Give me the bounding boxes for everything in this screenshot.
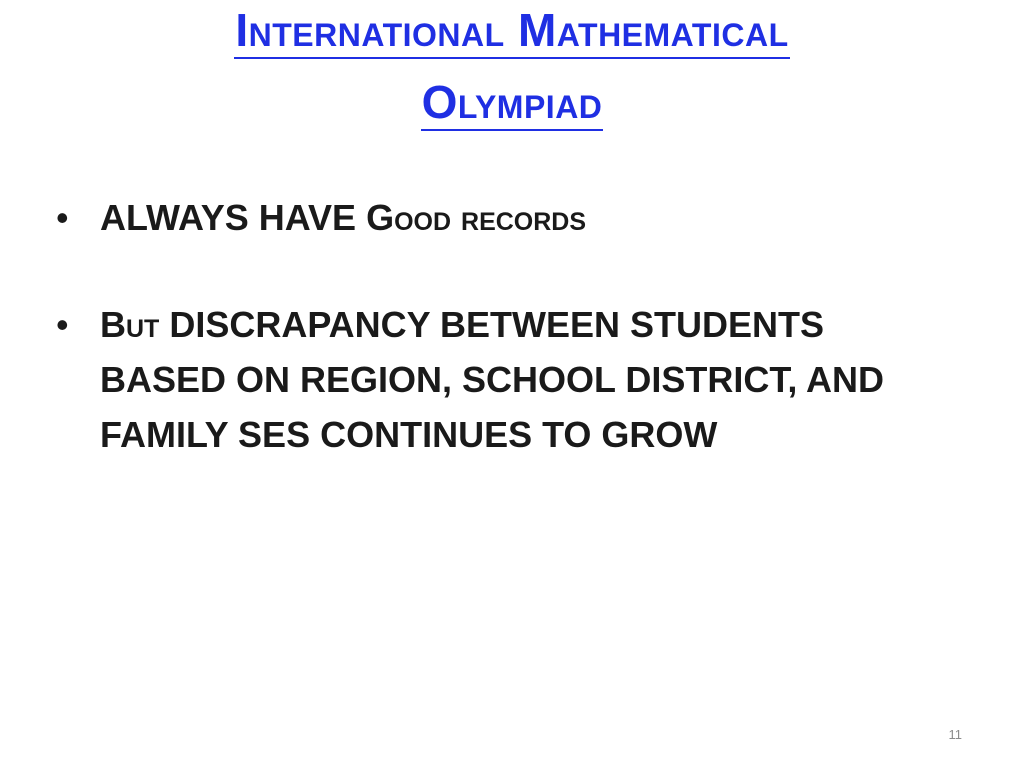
slide-title-line-2: Olympiad	[421, 75, 604, 131]
bullet-icon: •	[56, 197, 69, 238]
slide-title-line-1: International Mathematical	[234, 3, 789, 59]
bullet-text: ALWAYS HAVE Good records	[100, 197, 587, 238]
bullet-item	[56, 297, 956, 462]
slide-title	[60, 0, 964, 138]
bullet-text: But DISCRAPANCY BETWEEN STUDENTS BASED ON REGION, SCHOOL DISTRICT, AND FAMILY SES CONTINUES TO GROW	[100, 304, 885, 455]
slide-number: 11	[948, 727, 962, 742]
bullet-list	[56, 190, 956, 514]
bullet-item	[56, 190, 956, 245]
bullet-icon: •	[56, 304, 69, 345]
